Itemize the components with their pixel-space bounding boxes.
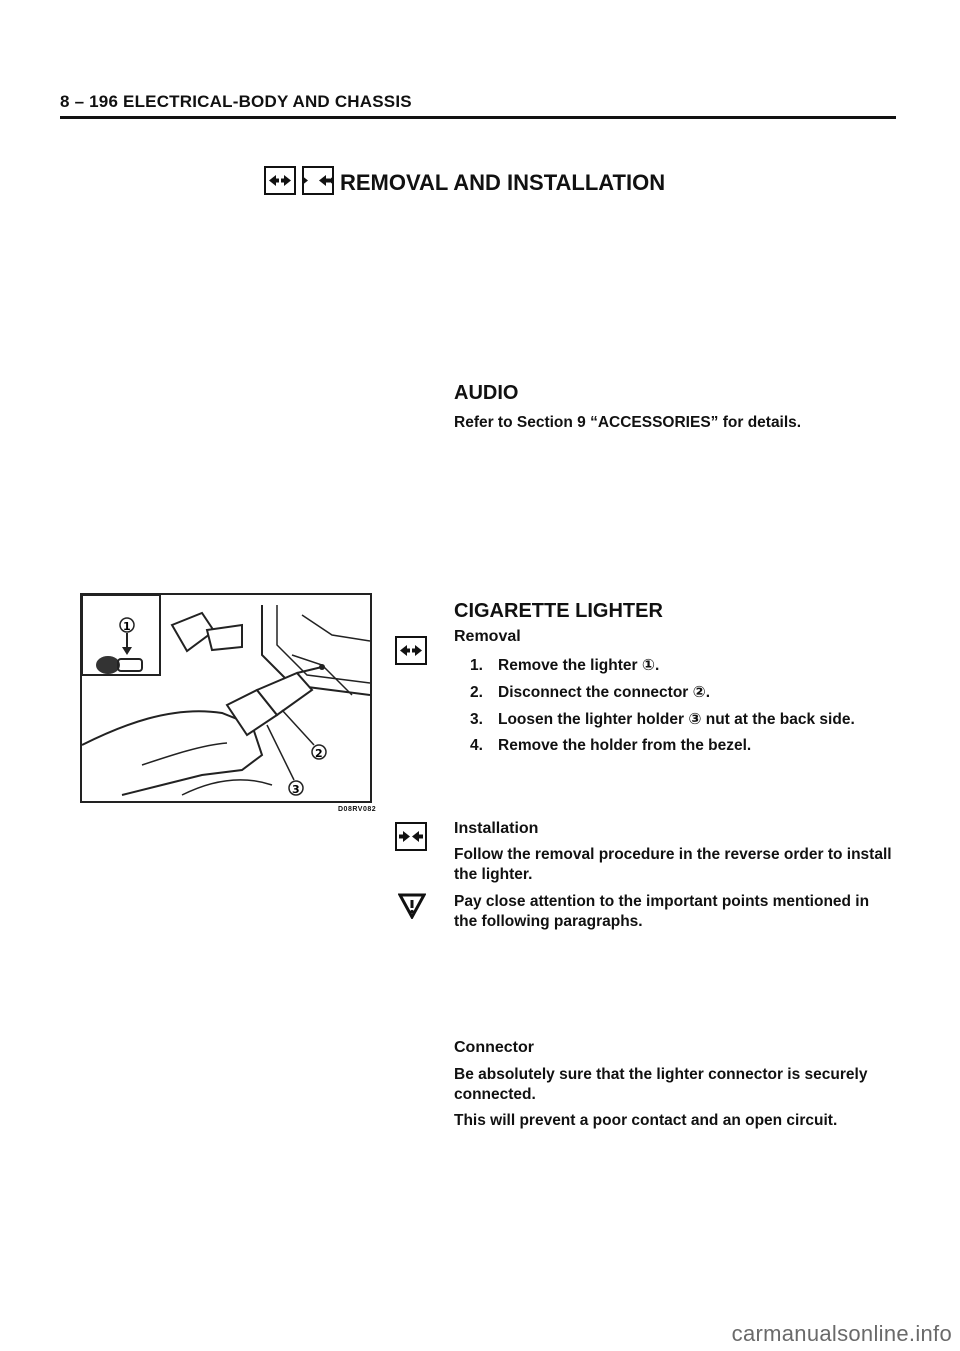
list-item: 4. Remove the holder from the bezel. — [470, 737, 752, 754]
watermark: carmanualsonline.info — [731, 1321, 952, 1346]
connector-text: Be absolutely sure that the lighter connector is securely connected. — [454, 1066, 868, 1103]
list-item: 3. Loosen the lighter holder ③ nut at the back side. — [470, 711, 855, 728]
installation-text: Follow the removal procedure in the reverse order to install the lighter. — [454, 846, 892, 883]
removal-arrows-icon — [395, 636, 427, 665]
callout-3: 3 — [292, 783, 300, 796]
caution-text: Pay close attention to the important points mentioned in the following paragraphs. — [454, 893, 870, 930]
installation-arrows-icon — [302, 166, 334, 195]
connector-heading: Connector — [454, 1039, 534, 1056]
callout-1: 1 — [123, 620, 131, 633]
installation-arrows-icon — [395, 822, 427, 851]
list-item: 1. Remove the lighter ①. — [470, 657, 660, 674]
removal-arrows-icon — [264, 166, 296, 195]
figure-code: D08RV082 — [338, 806, 377, 813]
callout-2: 2 — [315, 747, 323, 760]
caution-triangle-icon — [398, 893, 426, 919]
header-rule — [60, 116, 896, 119]
audio-heading: AUDIO — [454, 382, 519, 404]
removal-heading: Removal — [454, 628, 521, 645]
lighter-illustration — [80, 593, 372, 803]
installation-heading: Installation — [454, 820, 539, 837]
lighter-heading: CIGARETTE LIGHTER — [454, 600, 663, 622]
list-item: 2. Disconnect the connector ②. — [470, 684, 711, 701]
page-header: 8 – 196 ELECTRICAL-BODY AND CHASSIS — [60, 92, 412, 111]
audio-text: Refer to Section 9 “ACCESSORIES” for details. — [454, 414, 802, 431]
main-title: REMOVAL AND INSTALLATION — [340, 170, 666, 195]
connector-note: This will prevent a poor contact and an open circuit. — [454, 1112, 838, 1129]
removal-steps — [470, 656, 910, 763]
